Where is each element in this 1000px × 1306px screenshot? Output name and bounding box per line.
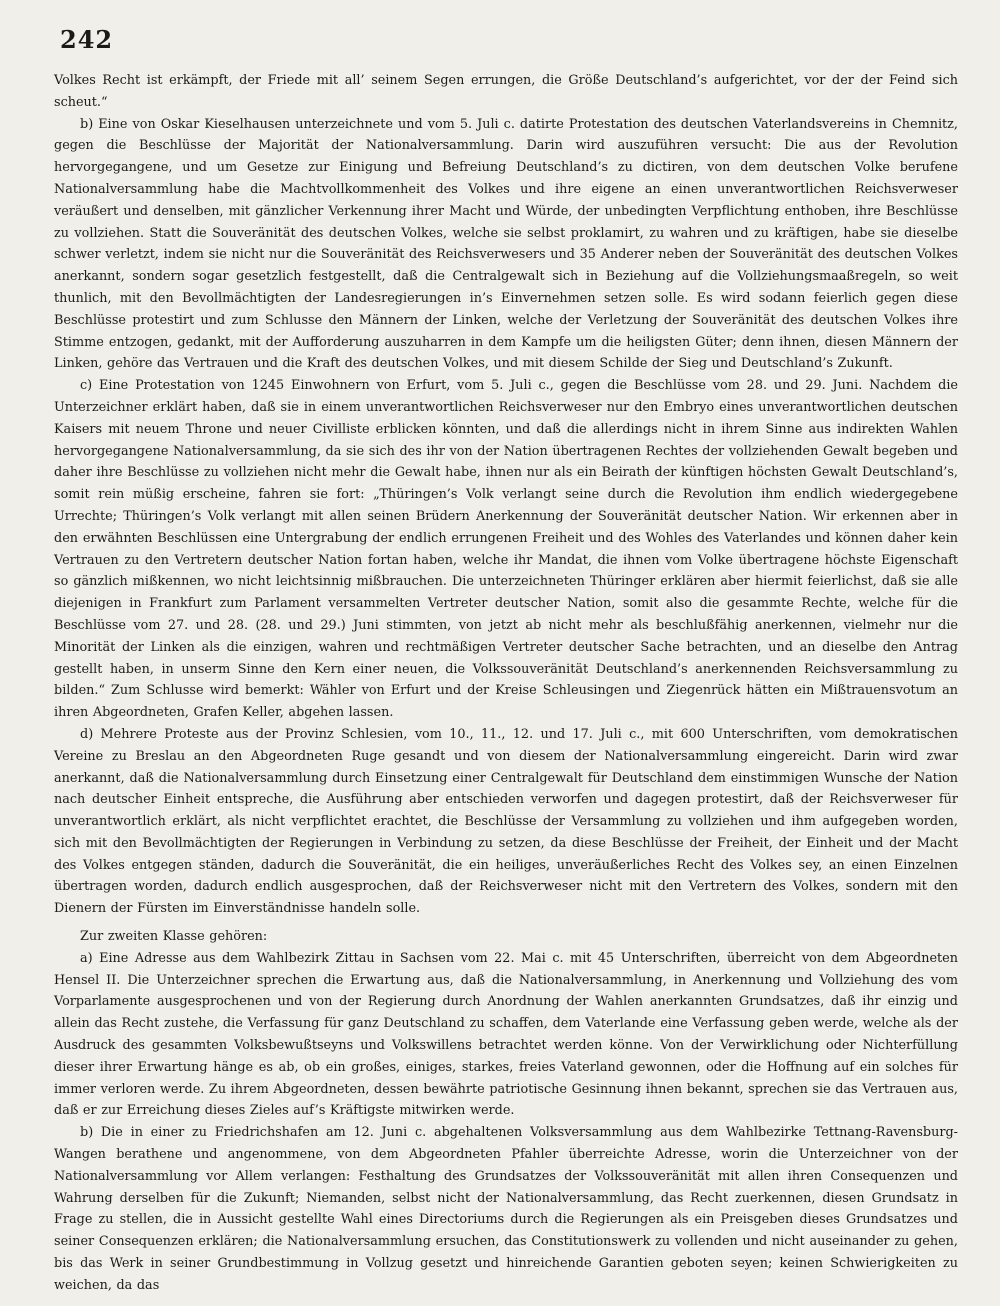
page-number: 242 [60, 25, 114, 54]
paragraph-item-c-erfurt: c) Eine Protestation von 1245 Einwohnern von Erfurt, vom 5. Juli c., gegen die Beschlüsse vom 28. und 29. Juni. Nachdem die Unterzeichner erklärt haben, daß sie in einem unverantwortlichen Reichsverweser nur den Embryo eines unverantwortlichen deutschen Kaisers mit neuem Throne und neuer Civilliste erblicken könnten, und daß die allerdings nicht in ihrem Sinne aus indirekten Wahlen hervorgegangene Nationalversammlung, da sie sich des ihr von der Nation übertragenen Rechtes der vollziehenden Gewalt begeben und daher ihre Beschlüsse zu vollziehen nicht mehr die Gewalt habe, ihnen nur als ein Beirath der künftigen höchsten Gewalt Deutschland’s, somit rein müßig erscheine, fahren sie fort: „Thüringen’s Volk verlangt seine durch die Revolution ihm endlich wiedergegebene Urrechte; Thüringen’s Volk verlangt mit allen seinen Brüdern Anerkennung der Souveränität deutscher Nation. Wir erkennen aber in den erwähnten Beschlüssen eine Untergrabung der endlich errungenen Freiheit und des Wohles des Vaterlandes und können daher kein Vertrauen zu den Vertretern deutscher Nation fortan haben, welche ihr Mandat, die ihnen vom Volke übertragene höchste Eigenschaft so gänzlich mißkennen, wo nicht leichtsinnig mißbrauchen. Die unterzeichneten Thüringer erklären aber hiermit feierlichst, daß sie alle diejenigen in Frankfurt zum Parlament versammelten Vertreter deutscher Nation, somit also die gesammte Rechte, welche für die Beschlüsse vom 27. und 28. (28. und 29.) Juni stimmten, von jetzt ab nicht mehr als beschlußfähig anerkennen, vielmehr nur die Minorität der Linken als die einzigen, wahren und rechtmäßigen Vertreter deutscher Sache betrachten, und an dieselbe den Antrag gestellt haben, in unserm Sinne den Kern einer neuen, die Volkssouveränität Deutschland’s anerkennenden Reichsversammlung zu bilden.“ Zum Schlusse wird bemerkt: Wähler von Erfurt und der Kreise Schleusingen und Ziegenrück hätten ein Mißtrauensvotum an ihren Abgeordneten, Grafen Keller, abgehen lassen. [54, 378, 958, 721]
section-heading-second-class: Zur zweiten Klasse gehören: [80, 929, 268, 945]
paragraph-item-a-zittau: a) Eine Adresse aus dem Wahlbezirk Zittau in Sachsen vom 22. Mai c. mit 45 Unterschriften, überreicht von dem Abgeordneten Hensel II. Die Unterzeichner sprechen die Erwartung aus, daß die Nationalversammlung, in Anerkennung und Vollziehung des vom Vorparlamente ausgesprochenen und von der Regierung durch Anordnung der Wahlen anerkannten Grundsatzes, daß ihr einzig und allein das Recht zustehe, die Verfassung für ganz Deutschland zu schaffen, dem Vaterlande eine Verfassung geben werde, welche als der Ausdruck des gesammten Volksbewußtseyns und Volkswillens betrachtet werden könne. Von der Verwirklichung oder Nichterfüllung dieser ihrer Erwartung hänge es ab, ob ein großes, einiges, starkes, freies Vaterland gewonnen, oder die Hoffnung auf ein solches für immer verloren werde. Zu ihrem Abgeordneten, dessen bewährte patriotische Gesinnung ihnen bekannt, sprechen sie das Vertrauen aus, daß er zur Erreichung dieses Zieles auf’s Kräftigste mitwirken werde. [54, 950, 958, 1119]
paragraph-item-b-friedrichshafen: b) Die in einer zu Friedrichshafen am 12. Juni c. abgehaltenen Volksversammlung aus dem Wahlbezirke Tettnang-Ravensburg-Wangen berathene und angenommene, von dem Abgeordneten Pfahler überreichte Adresse, worin die Unterzeichner von der Nationalversammlung vor Allem verlangen: Festhaltung des Grundsatzes der Volkssouveränität mit allen ihren Consequenzen und Wahrung derselben für die Zukunft; Niemanden, selbst nicht der Nationalversammlung, das Recht zuerkennen, diesen Grundsatz in Frage zu stellen, die in Aussicht gestellte Wahl eines Directoriums durch die Regierungen als ein Preisgeben dieses Grundsatzes und seiner Consequenzen erklären; die Nationalversammlung ersuchen, das Constitutionswerk zu vollenden und nicht auseinander zu gehen, bis das Werk in seiner Grundbestimmung in Vollzug gesetzt und hinreichende Garantien geboten seyen; keinen Schwierigkeiten zu weichen, da das [54, 1125, 958, 1293]
paragraph-item-b-chemnitz: b) Eine von Oskar Kieselhausen unterzeichnete und vom 5. Juli c. datirte Protestation des deutschen Vaterlandsvereins in Chemnitz, gegen die Beschlüsse der Majorität der Nationalversammlung. Darin wird auszuführen versucht: Die aus der Revolution hervorgegangene, und um Gesetze zur Einigung und Befreiung Deutschland’s zu dictiren, von dem deutschen Volke berufene Nationalversammlung habe die Machtvollkommenheit des Volkes und ihre eigene an einen unverantwortlichen Reichsverweser veräußert und denselben, mit gänzlicher Verkennung ihrer Macht und Würde, der unbedingten Verpflichtung enthoben, ihre Beschlüsse zu vollziehen. Statt die Souveränität des deutschen Volkes, welche sie selbst proklamirt, zu wahren und zu kräftigen, habe sie dieselbe schwer verletzt, indem sie nicht nur die Souveränität des Reichsverwesers und 35 Anderer neben der Souveränität des deutschen Volkes anerkannt, sondern sogar gesetzlich festgestellt, daß die Centralgewalt sich in Beziehung auf die Vollziehungsmaaßregeln, so weit thunlich, mit den Bevollmächtigten der Landesregierungen in’s Einvernehmen setzen solle. Es wird sodann feierlich gegen diese Beschlüsse protestirt und zum Schlusse den Männern der Linken, welche der Verletzung der Souveränität des deutschen Volkes ihre Stimme entzogen, gedankt, mit der Aufforderung auszuharren in dem Kampfe um die heiligsten Güter; denn ihnen, diesen Männern der Linken, gehöre das Vertrauen und die Kraft des deutschen Volkes, und mit diesem Schilde der Sieg und Deutschland’s Zukunft. [54, 116, 958, 372]
paragraph-continuation: Volkes Recht ist erkämpft, der Friede mit all’ seinem Segen errungen, die Größe Deutschland’s aufgerichtet, vor der der Feind sich scheut.“ [54, 73, 958, 110]
paragraph-item-d-schlesien: d) Mehrere Proteste aus der Provinz Schlesien, vom 10., 11., 12. und 17. Juli c., mit 600 Unterschriften, vom demokratischen Vereine zu Breslau an den Abgeordneten Ruge gesandt und von diesem der Nationalversammlung eingereicht. Darin wird zwar anerkannt, daß die Nationalversammlung durch Einsetzung einer Centralgewalt für Deutschland dem einstimmigen Wunsche der Nation nach deutscher Einheit entspreche, die Ausführung aber entschieden verworfen und dagegen protestirt, daß der Reichsverweser für unverantwortlich erklärt, als nicht verpflichtet erachtet, die Beschlüsse der Versammlung zu vollziehen und ihm aufgegeben worden, sich mit den Bevollmächtigten der Regierungen in Verbindung zu setzen, da diese Beschlüsse der Freiheit, der Einheit und der Macht des Volkes entgegen ständen, dadurch die Souveränität, die ein heiliges, unveräußerliches Recht des Volkes sey, an einen Einzelnen übertragen worden, dadurch endlich ausgesprochen, daß der Reichsverweser nicht mit den Vertretern des Volkes, sondern mit den Dienern der Fürsten im Einverständnisse handeln solle. [54, 726, 958, 917]
